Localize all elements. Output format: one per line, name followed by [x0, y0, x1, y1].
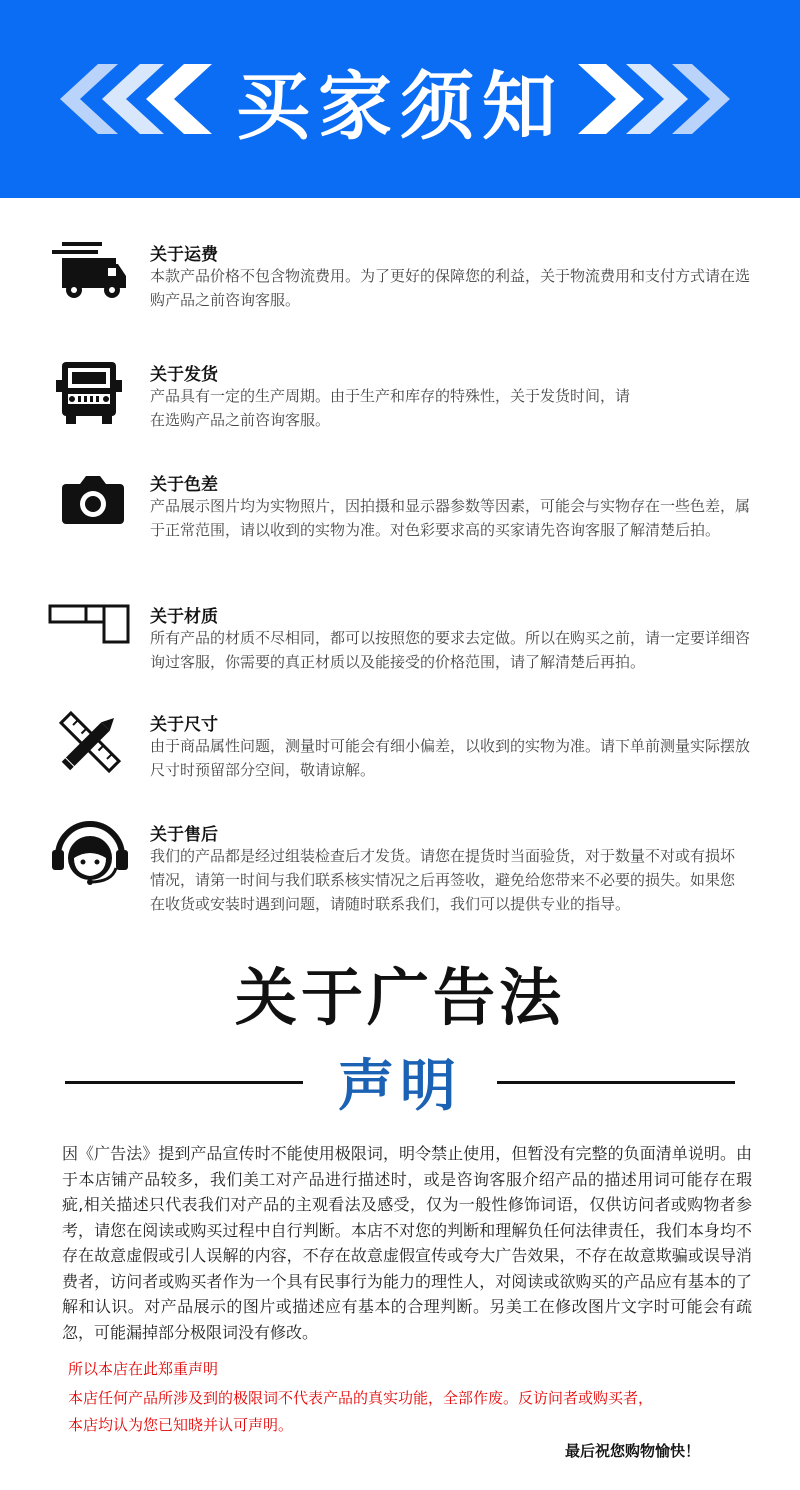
section-body: 由于商品属性问题，测量时可能会有细小偏差，以收到的实物为准。请下单前测量实际摆放尺寸时预留部分空间，敬请谅解。: [150, 737, 751, 779]
section-body-line: 产品具有一定的生产周期。由于生产和库存的特殊性，关于发货时间，请: [150, 387, 631, 405]
material-icon: [48, 602, 132, 672]
ad-law-title: 关于广告法: [234, 961, 565, 1034]
chevron-right-icon: [578, 64, 740, 134]
section-body: [150, 384, 750, 432]
notice-line: 本店均认为您已知晓并认可声明。: [68, 1416, 294, 1434]
camera-icon: [48, 470, 132, 540]
section-title: 关于材质: [150, 607, 218, 627]
truck-icon: [48, 240, 132, 310]
section-title: 关于售后: [150, 825, 218, 845]
notice-line: 本店任何产品所涉及到的极限词不代表产品的真实功能，全部作废。反访问者或购买者，: [68, 1389, 654, 1407]
section-after-sales: [0, 820, 800, 920]
bus-icon: [48, 360, 132, 430]
headset-icon: [48, 820, 132, 890]
section-body: 产品展示图片均为实物照片，因拍摄和显示器参数等因素，可能会与实物存在一些色差，属于正常范围，请以收到的实物为准。对色彩要求高的买家请先咨询客服了解清楚后拍。: [150, 497, 751, 539]
section-title: 关于运费: [150, 245, 218, 265]
section-body: 我们的产品都是经过组装检查后才发货。请您在提货时当面验货，对于数量不对或有损坏情况，请第一时间与我们联系核实情况之后再签收，避免给您带来不必要的损失。如果您在收货或安装时遇到问题，请随时联系我们，我们可以提供专业的指导。: [150, 847, 736, 913]
closing-message: 最后祝您购物愉快！: [565, 1442, 701, 1460]
section-title: 关于尺寸: [150, 715, 218, 735]
section-title: 关于色差: [150, 475, 218, 495]
declaration-paragraph: 因《广告法》提到产品宣传时不能使用极限词，明令禁止使用，但暂没有完整的负面清单说明。由于本店铺产品较多，我们美工对产品进行描述时，或是咨询客服介绍产品的描述用词可能存在瑕疵,相关描述只代表我们对产品的主观看法及感受，仅为一般性修饰词语，仅供访问者或购物者参考，请您在阅读或购买过程中自行判断。本店不对您的判断和理解负任何法律责任，我们本身均不存在故意虚假或引人误解的内容，不存在故意虚假宣传或夸大广告效果，不存在故意欺骗或误导消费者，访问者或购买者作为一个具有民事行为能力的理性人，对阅读或欲购买的产品应有基本的了解和认识。对产品展示的图片或描述应有基本的合理判断。另美工在修改图片文字时可能会有疏忽，可能漏掉部分极限词没有修改。: [62, 1144, 752, 1342]
divider-right: [497, 1081, 735, 1084]
section-body-line: 在选购产品之前咨询客服。: [150, 411, 331, 429]
section-shipping: [0, 240, 800, 320]
section-color: [0, 470, 800, 570]
section-title: 关于发货: [150, 365, 218, 385]
section-body: 本款产品价格不包含物流费用。为了更好的保障您的利益，关于物流费用和支付方式请在选购产品之前咨询客服。: [150, 267, 751, 309]
header-banner: [0, 0, 800, 198]
section-material: [0, 602, 800, 682]
banner-title: 买家须知: [236, 64, 564, 150]
ruler-pencil-icon: [48, 710, 132, 780]
declaration-title: 声明: [338, 1054, 462, 1119]
section-body: 所有产品的材质不尽相同，都可以按照您的要求去定做。所以在购买之前，请一定要详细咨询过客服，你需要的真正材质以及能接受的价格范围，请了解清楚后再拍。: [150, 629, 751, 671]
section-delivery: [0, 360, 800, 440]
notice-line: 所以本店在此郑重声明: [68, 1360, 219, 1378]
section-size: [0, 710, 800, 790]
